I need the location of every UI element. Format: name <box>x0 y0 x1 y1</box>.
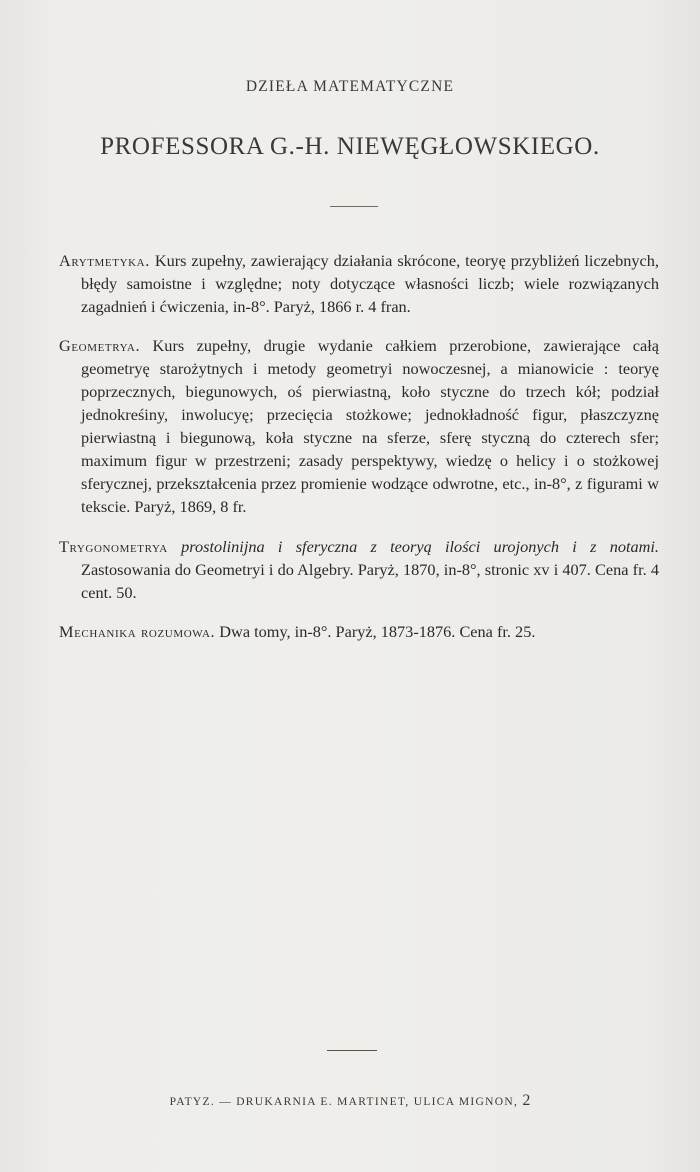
entry-text: Kurs zupełny, drugie wydanie całkiem przerobione, zawierające całą geometryę starożytnych i metody geometryi nowoczesnej, a mianowicie : teoryę poprzecznych, biegunowych, oś pierwiastną, koło styczne do trzech kół; podział jednokreśiny, inwolucyę; przecięcia stożkowe; jednokładność figur, płaszczyznę pierwiastną i biegunową, koła styczne na sferze, sferę styczną do czterech sfer; maximum figur w przestrzeni; zasady perspektywy, wiedzę o helicy i o stożkowej sferycznej, przekształcenia przez promienie wodzące odwrotne, etc., in-8°, z figurami w tekscie. Paryż, 1869, 8 fr. <box>81 336 659 517</box>
page-title: PROFESSORA G.-H. NIEWĘGŁOWSKIEGO. <box>100 133 600 160</box>
page-subtitle: DZIEŁA MATEMATYCZNE <box>245 78 455 95</box>
footer-divider <box>327 1050 377 1051</box>
entry-label: Geometrya. <box>59 336 141 356</box>
entry-trygonometrya <box>59 535 659 604</box>
entry-text: Dwa tomy, in-8°. Paryż, 1873-1876. Cena fr. 25. <box>215 621 536 641</box>
entry-label: Mechanika rozumowa. <box>59 621 216 641</box>
entry-italic-text: prostolinijna i sferyczna z teoryą ilości urojonych i z notami. <box>167 536 659 556</box>
entry-text: Zastosowania do Geometryi i do Algebry. Paryż, 1870, in-8°, stronic xv i 407. Cena fr. 4 cent. 50. <box>81 559 659 602</box>
imprint-number: 2 <box>522 1092 531 1109</box>
entry-label: Trygonometrya <box>59 536 168 556</box>
entry-mechanika <box>59 620 659 643</box>
title-divider <box>330 206 378 207</box>
entry-arytmetyka <box>59 249 659 318</box>
entry-geometrya <box>59 334 659 518</box>
publications-list <box>59 249 659 659</box>
entry-label: Arytmetyka. <box>59 251 150 270</box>
printer-imprint <box>0 1092 700 1110</box>
imprint-text: PATYZ. — DRUKARNIA E. MARTINET, ULICA MIGNON, <box>169 1096 519 1108</box>
entry-text: Kurs zupełny, zawierający działania skrócone, teoryę przybliżeń liczebnych, błędy samoistne i względne; noty dotyczące własności liczb; wiele rozwiązanych zagadnień i ćwiczenia, in-8°. Paryż, 1866 r. 4 fran. <box>81 251 659 316</box>
